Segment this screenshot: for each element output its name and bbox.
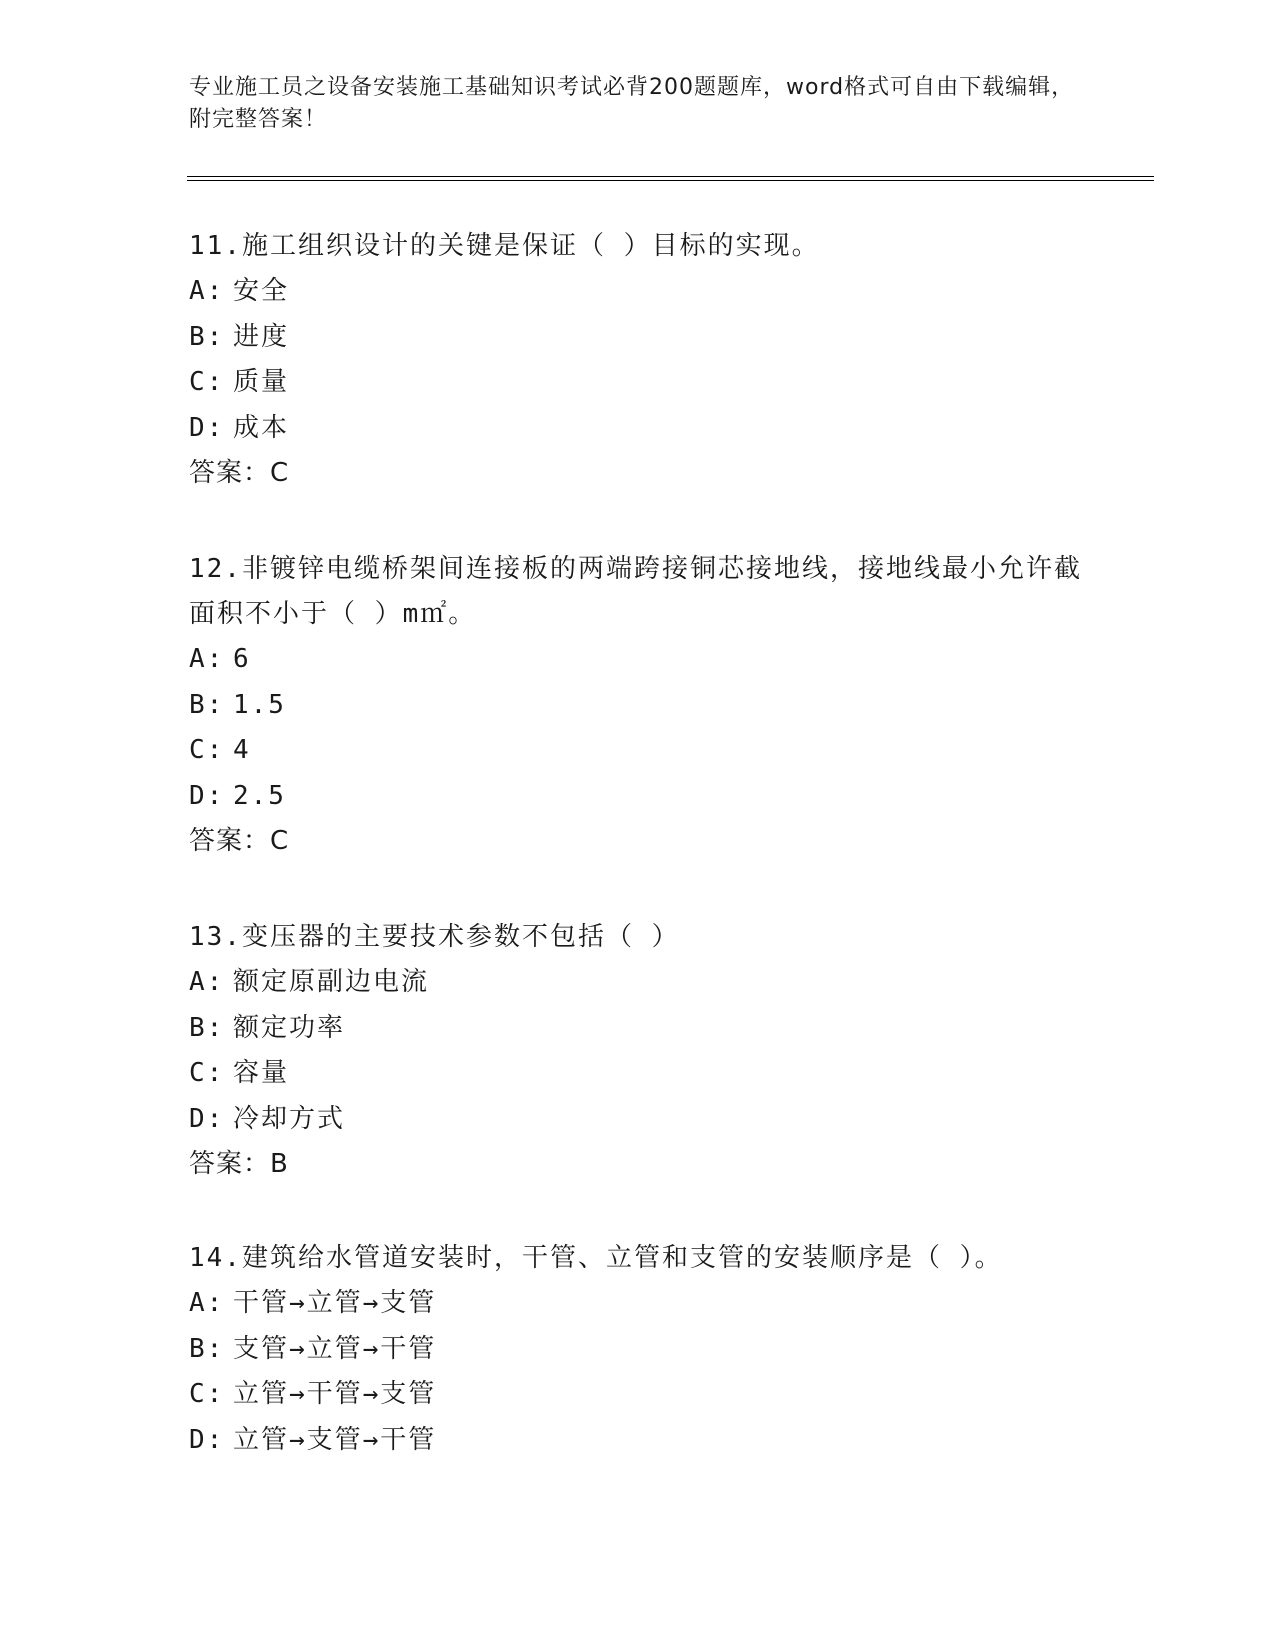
option-a xyxy=(189,269,1089,315)
header-rule-line-top xyxy=(187,176,1154,177)
option-text: 1.5 xyxy=(233,689,286,720)
answer-line: 答案：C xyxy=(189,826,290,856)
option-text: 立管→干管→支管 xyxy=(233,1379,437,1409)
option-text: 6 xyxy=(233,644,251,674)
option-c xyxy=(189,728,1089,774)
option-text: 进度 xyxy=(233,321,290,352)
option-text: 支管→立管→干管 xyxy=(233,1333,437,1364)
option-b xyxy=(189,1006,1089,1052)
question-11 xyxy=(189,224,1089,496)
question-13 xyxy=(189,915,1089,1187)
question-stem: 13.变压器的主要技术参数不包括（ ） xyxy=(189,922,680,952)
option-text: 冷却方式 xyxy=(233,1103,346,1134)
option-key: A: xyxy=(189,1288,225,1318)
option-a xyxy=(189,637,1089,683)
option-key: B: xyxy=(189,1012,225,1043)
option-key: C: xyxy=(189,1379,225,1409)
option-b xyxy=(189,1327,1089,1373)
option-text: 2.5 xyxy=(233,780,286,811)
header-double-rule xyxy=(187,176,1154,181)
option-text: 成本 xyxy=(233,412,290,443)
option-key: C: xyxy=(189,367,225,397)
option-text: 安全 xyxy=(233,276,290,306)
option-key: D: xyxy=(189,412,225,443)
question-14 xyxy=(189,1236,1089,1463)
option-key: B: xyxy=(189,689,225,720)
option-c xyxy=(189,1051,1089,1097)
option-text: 4 xyxy=(233,735,251,765)
header-rule-line-bottom xyxy=(187,180,1154,181)
option-key: D: xyxy=(189,780,225,811)
option-text: 额定原副边电流 xyxy=(233,967,430,997)
question-stem: 12.非镀锌电缆桥架间连接板的两端跨接铜芯接地线，接地线最小允许截面积不小于（ ）m㎡。 xyxy=(189,554,1082,629)
option-key: D: xyxy=(189,1424,225,1455)
option-d xyxy=(189,1418,1089,1464)
option-text: 质量 xyxy=(233,367,290,397)
option-key: A: xyxy=(189,967,225,997)
option-key: A: xyxy=(189,644,225,674)
option-a xyxy=(189,960,1089,1006)
question-12 xyxy=(189,547,1089,864)
answer-line: 答案：C xyxy=(189,458,290,488)
option-c xyxy=(189,1372,1089,1418)
option-key: C: xyxy=(189,1058,225,1088)
option-b xyxy=(189,683,1089,729)
option-text: 干管→立管→支管 xyxy=(233,1288,437,1318)
document-header-title: 专业施工员之设备安装施工基础知识考试必背200题题库，word格式可自由下载编辑，附完整答案！ xyxy=(189,75,1075,132)
option-text: 额定功率 xyxy=(233,1012,346,1043)
question-stem: 11.施工组织设计的关键是保证（ ）目标的实现。 xyxy=(189,231,820,261)
option-key: C: xyxy=(189,735,225,765)
question-stem: 14.建筑给水管道安装时，干管、立管和支管的安装顺序是（ ）。 xyxy=(189,1243,1003,1273)
option-key: A: xyxy=(189,276,225,306)
option-d xyxy=(189,774,1089,820)
option-key: D: xyxy=(189,1103,225,1134)
answer-line: 答案：B xyxy=(189,1149,289,1179)
option-b xyxy=(189,315,1089,361)
option-key: B: xyxy=(189,1333,225,1364)
option-c xyxy=(189,360,1089,406)
option-d xyxy=(189,1097,1089,1143)
option-a xyxy=(189,1281,1089,1327)
option-key: B: xyxy=(189,321,225,352)
option-text: 立管→支管→干管 xyxy=(233,1424,437,1455)
option-d xyxy=(189,406,1089,452)
option-text: 容量 xyxy=(233,1058,290,1088)
